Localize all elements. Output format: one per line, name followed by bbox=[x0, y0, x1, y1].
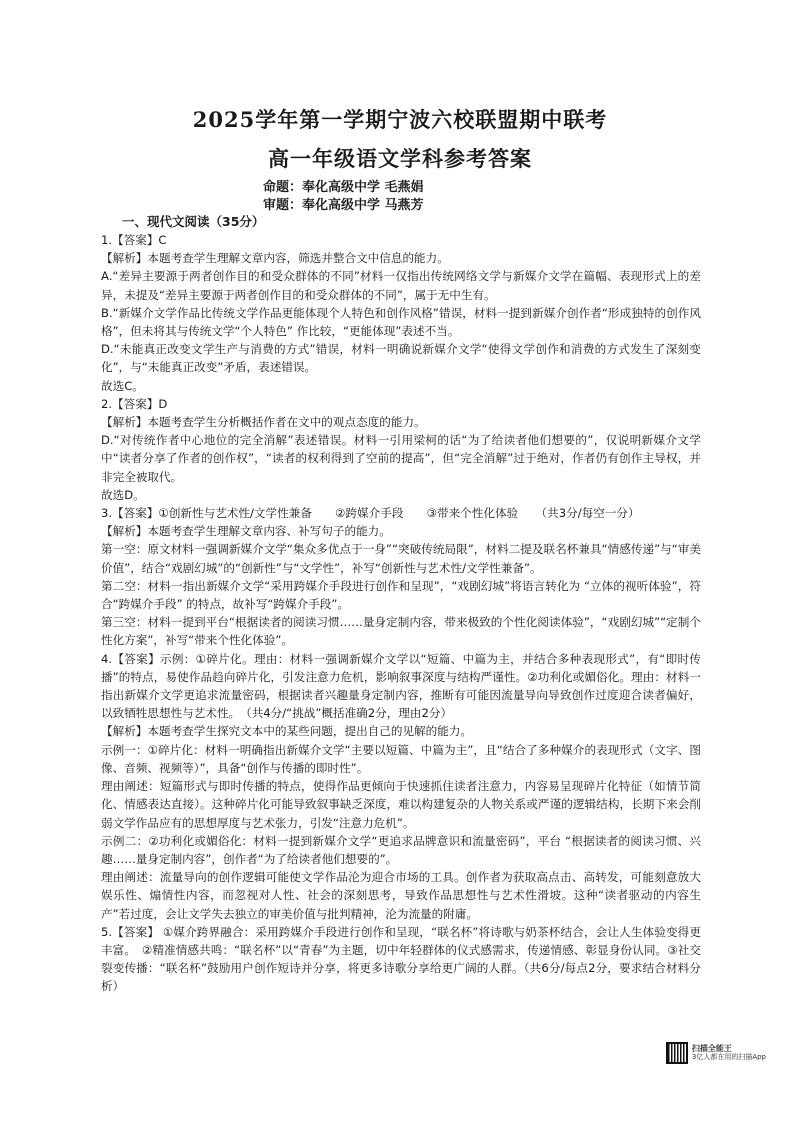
qr-code-icon bbox=[666, 1042, 688, 1064]
answer-line: 2.【答案】D bbox=[101, 396, 168, 411]
answer-line: 示例一：①碎片化：材料一明确指出新媒介文学“主要以短篇、中篇为主”，且“结合了多种媒介的表现形式（文字、图像、音频、视频等）”，具备“创作与传播的即时性”。 bbox=[101, 742, 701, 775]
answer-line: 故选D。 bbox=[101, 487, 145, 502]
answer-line: 示例二：②功利化或媚俗化：材料一提到新媒介文学“更追求品牌意识和流量密码”，平台 “根据读者的阅读习惯、兴趣……量身定制内容”，创作者“为了给读者他们想要的”。 bbox=[101, 833, 701, 866]
answer-line: 理由阐述：流量导向的创作逻辑可能使文学作品沦为迎合市场的工具。创作者为获取高点击、高转发，可能刻意放大娱乐性、煽情性内容，而忽视对人性、社会的深刻思考，导致作品思想性与艺术性滑坡。这种“读者驱动的内容生产”若过度，会让文学失去独立的审美价值与批判精神，沦为流量的附庸。 bbox=[101, 870, 701, 921]
reviewer-credit: 审题：奉化高级中学 马燕芳 bbox=[263, 198, 424, 213]
answer-line: 【解析】本题考查学生理解文章内容，筛选并整合文中信息的能力。 bbox=[101, 251, 449, 266]
watermark-brand: 扫描全能王 bbox=[691, 1044, 732, 1053]
answer-line: B.“新媒介文学作品比传统文学作品更能体现个人特色和创作风格”错误，材料一提到新媒介创作者“形成独特的创作风格”，但未将其与传统文学“个人特色” 作比较，“更能体现”表述不当。 bbox=[101, 305, 701, 339]
document-title: 2025学年第一学期宁波六校联盟期中联考 bbox=[192, 107, 608, 132]
answer-line: 【解析】本题考查学生分析概括作者在文中的观点态度的能力。 bbox=[101, 415, 426, 430]
answer-line: D.“未能真正改变文学生产与消费的方式”错误，材料一明确说新媒介文学“使得文学创作和消费的方式发生了深刻变化”，与“未能真正改变”矛盾，表述错误。 bbox=[101, 342, 701, 375]
scanner-watermark bbox=[666, 1041, 766, 1065]
document-subtitle: 高一年级语文学科参考答案 bbox=[268, 146, 532, 171]
answer-line: 故选C。 bbox=[101, 378, 144, 393]
answer-content bbox=[101, 231, 701, 996]
answer-line: A.“差异主要源于两者创作目的和受众群体的不同”材料一仅指出传统网络文学与新媒介文学在篇幅、表现形式上的差异，未提及“差异主要源于两者创作目的和受众群体的不同”，属于无中生有。 bbox=[101, 269, 701, 302]
answer-line: 4.【答案】示例：①碎片化。理由：材料一强调新媒介文学以“短篇、中篇为主，并结合多种表现形式”，有“即时传播”的特点，易使作品趋向碎片化，引发注意力危机，影响叙事深度与结构严谨性。②功利化或媚俗化。理由：材料一指出新媒介文学更追求流量密码，根据读者兴趣量身定制内容，推断有可能因流量导向导致创作过度迎合读者偏好，以致牺牲思想性与艺术性。 （共4分/“挑战”概括准确2分，理由2分） bbox=[101, 651, 701, 721]
answer-line: 第一空：原文材料一强调新媒介文学“集众多优点于一身”“突破传统局限”，材料二提及联名杯兼具“情感传递”与“审美价值”，结合“戏剧幻城”的“创新性”与“文学性”，补写“创新性与艺术性/文学性兼备”。 bbox=[101, 542, 701, 575]
answer-line: 第二空：材料一指出新媒介文学“采用跨媒介手段进行创作和呈现”，“戏剧幻城”将语言转化为 “立体的视听体验”，符合“跨媒介手段” 的特点，故补写“跨媒介手段”。 bbox=[101, 578, 701, 612]
answer-line: D.“对传统作者中心地位的完全消解”表述错误。材料一引用梁柯的话“为了给读者他们想要的”，仅说明新媒介文学中“读者分享了作者的创作权”，“读者的权利得到了空前的提高”，但“完全消解”过于绝对，作者仍有创作主导权，并非完全被取代。 bbox=[101, 433, 701, 484]
watermark-tagline: 3亿人都在用的扫描App bbox=[691, 1053, 766, 1061]
answer-line: 3.【答案】①创新性与艺术性/文学性兼备 ②跨媒介手段 ③带来个性化体验 （共3分/每空一分） bbox=[101, 506, 640, 521]
answer-line: 5.【答案】 ①媒介跨界融合：采用跨媒介手段进行创作和呈现，“联名杯”将诗歌与奶茶杯结合，会让人生体验变得更丰富。 ②精准情感共鸣：“联名杯”以“青春”为主题，切中年轻群体的仪式感需求，传递情感、彰显身份认同。③社交裂变传播：“联名杯”鼓励用户创作短诗并分享，将更多诗歌分享给更广阔的人群。（共6分/每点2分，要求结合材料分析） bbox=[101, 924, 701, 994]
setter-credit: 命题：奉化高级中学 毛燕娟 bbox=[263, 180, 424, 195]
section-heading: 一、现代文阅读（35分） bbox=[122, 214, 265, 229]
answer-line: 理由阐述：短篇形式与即时传播的特点，使得作品更倾向于快速抓住读者注意力，内容易呈现碎片化特征（如情节简化、情感表达直接）。这种碎片化可能导致叙事缺乏深度，难以构建复杂的人物关系或严谨的逻辑结构，长期下来会削弱文学作品应有的思想厚度与艺术张力，引发“注意力危机”。 bbox=[101, 779, 701, 830]
answer-line: 【解析】本题考查学生理解文章内容、补写句子的能力。 bbox=[101, 524, 391, 539]
answer-line: 【解析】本题考查学生探究文本中的某些问题，提出自己的见解的能力。 bbox=[101, 724, 473, 739]
answer-line: 1.【答案】C bbox=[101, 233, 167, 247]
answer-line: 第三空：材料一提到平台“根据读者的阅读习惯……量身定制内容，带来极致的个性化阅读体验”，“戏剧幻城”“定制个性化方案”，补写“带来个性化体验”。 bbox=[101, 615, 701, 648]
